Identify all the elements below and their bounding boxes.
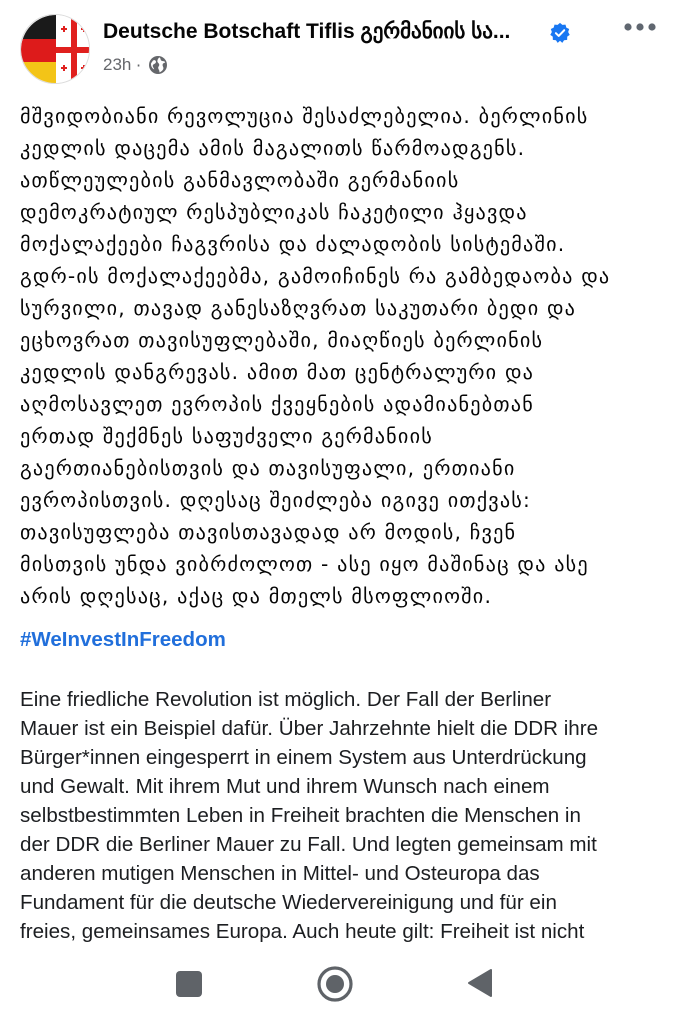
meta-separator: · xyxy=(136,56,142,75)
system-navigation-bar xyxy=(0,948,674,1024)
home-icon[interactable] xyxy=(316,965,354,1003)
page-avatar[interactable] xyxy=(20,14,90,84)
hashtag-link[interactable]: #WeInvestInFreedom xyxy=(20,628,226,651)
globe-icon xyxy=(147,54,169,76)
post-header xyxy=(0,0,674,100)
post-text-georgian: მშვიდობიანი რევოლუცია შესაძლებელია. ბერლინის კედლის დაცემა ამის მაგალითს წარმოადგენს. ათწლეულების განმავლობაში გერმანიის დემოკრატიულ რესპუბლიკას ჩაკეტილი ჰყავდა მოქალაქეები ჩაგვრისა და ძალადობის სისტემაში. გდრ-ის მოქალაქეებმა, გამოიჩინეს რა გამბედაობა და სურვილი, თავად განესაზღვრათ საკუთარი ბედი და ეცხოვრათ თავისუფლებაში, მიაღწიეს ბერლინის კედლის დანგრევას. ამით მათ ცენტრალური და აღმოსავლეთ ევროპის ქვეყნების ადამიანებთან ერთად შექმნეს საფუძველი გერმანიის გაერთიანებისთვის და თავისუფალი, ერთიანი ევროპისთვის. დღესაც შეიძლება იგივე ითქვას: თავისუფლება თავისთავადად არ მოდის, ჩვენ მისთვის უნდა ვიბრძოლოთ - ასე იყო მაშინაც და ასე არის დღესაც, აქაც და მთელს მსოფლიოში. xyxy=(20,104,611,608)
post-timestamp[interactable]: 23h xyxy=(103,55,132,74)
more-options-icon[interactable] xyxy=(620,14,660,40)
post-text-german: Eine friedliche Revolution ist möglich. Der Fall der Berliner Mauer ist ein Beispiel dafür. Über Jahrzehnte hielt die DDR ihre Bürger*innen eingesperrt in einem System aus Unterdrückung und Gewalt. Mit ihrem Mut und ihrem Wunsch nach einem selbstbestimmten Leben in Freiheit brachten die Menschen in der DDR die Berliner Mauer zu Fall. Und legten gemeinsam mit anderen mutigen Menschen in Mittel- und Osteuropa das Fundament für die deutsche Wiedervereinigung und für ein freies, gemeinsames Europa. Auch heute gilt: Freiheit ist nicht xyxy=(20,688,599,943)
back-icon[interactable] xyxy=(466,967,494,999)
germany-georgia-flag-avatar xyxy=(21,15,90,84)
verified-badge-icon xyxy=(549,22,571,44)
page-name[interactable]: Deutsche Botschaft Tiflis გერმანიის სა... xyxy=(103,20,511,43)
recent-apps-icon[interactable] xyxy=(176,971,202,997)
